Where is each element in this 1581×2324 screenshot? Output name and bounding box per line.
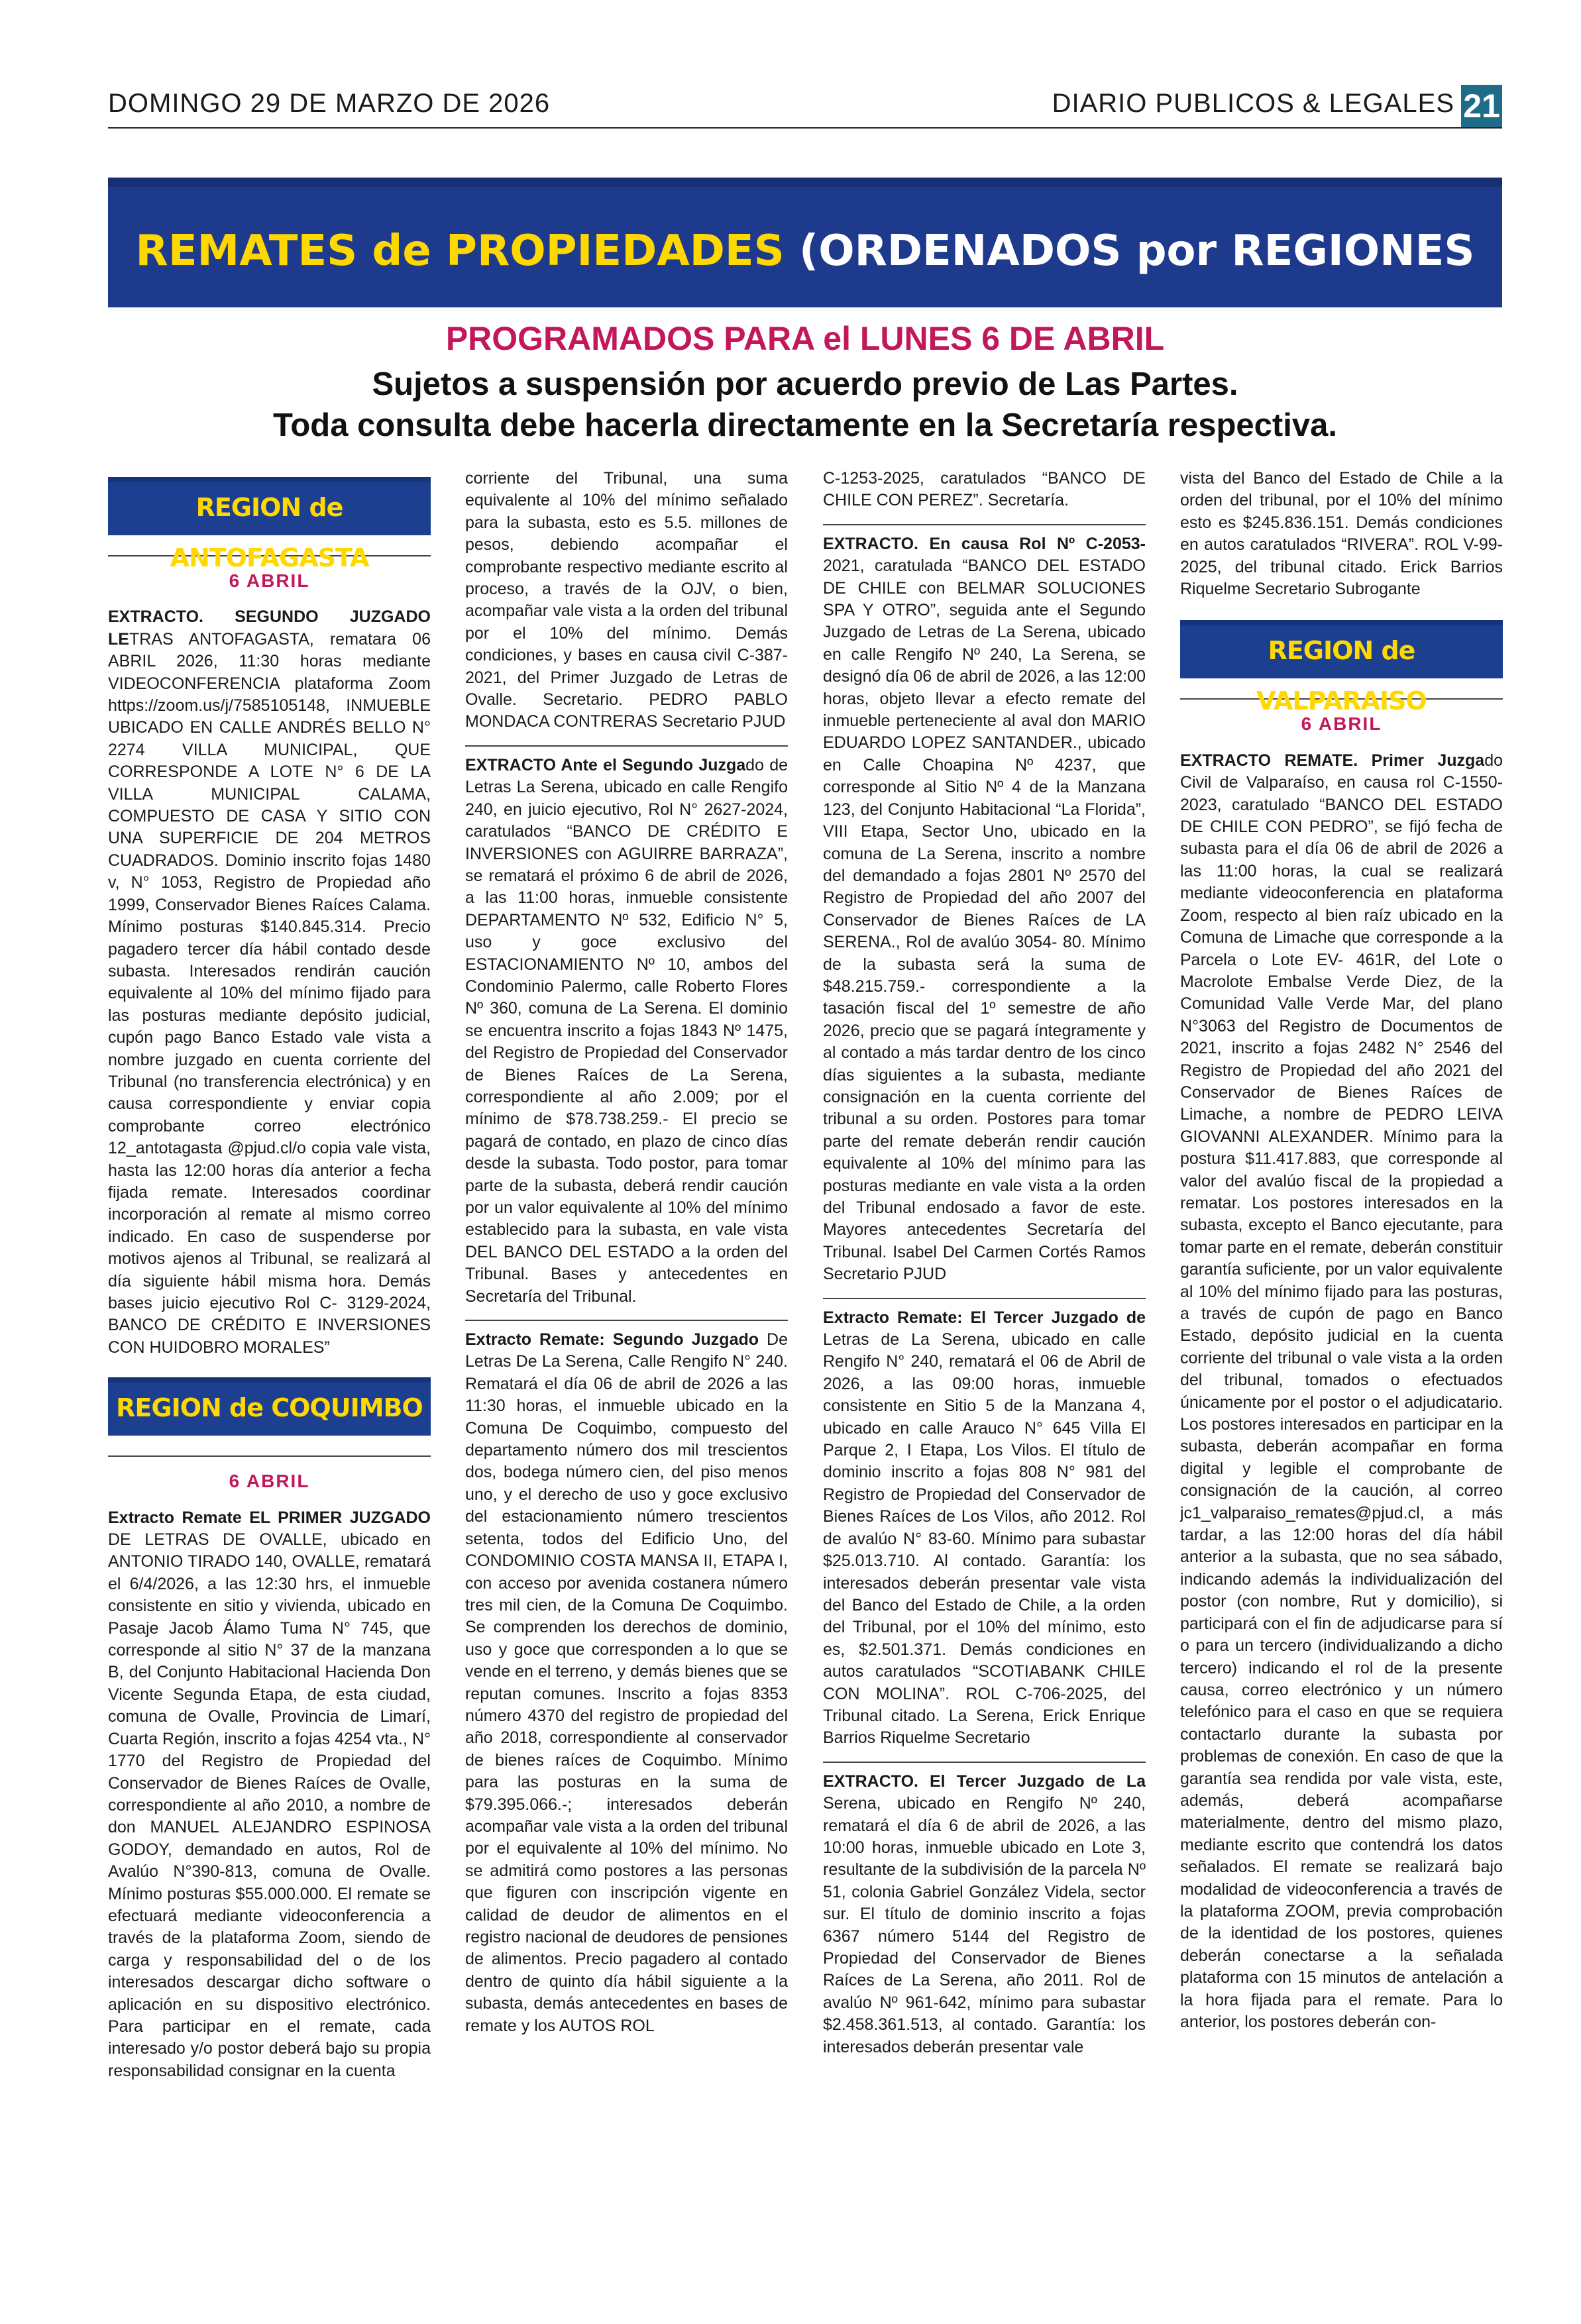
notice-body: do de Letras La Serena, ubicado en calle Rengifo 240, en juicio ejecutivo, Rol N° 2627-2024, caratulados “BANCO DE CRÉDITO E INVERSIONES con AGUIRRE BARRAZA”, se rematará el próximo 6 de abril de 2026, a las 11:00 horas, inmueble consistente DEPARTAMENTO Nº 532, Edificio N° 5, uso y goce exclusivo del ESTACIONAMIENTO Nº 10, ambos del Condominio Palermo, calle Roberto Flores Nº 360, comuna de La Serena. El dominio se encuentra inscrito a fojas 1843 Nº 1475, del Registro de Propiedad del Conservador de Bienes Raíces de La Serena, correspondiente al año 2.009; por el mínimo de $78.738.259.- El precio se pagará de contado, en plazo de cinco días desde la subasta. Todo postor, para tomar parte de la subasta, deberá rendir caución por un valor equivalente al 10% del mínimo establecido para la subasta, en vale vista DEL BANCO DEL ESTADO a la orden del Tribunal. Bases y antecedentes en Secretaría del Tribunal. [465, 755, 788, 1306]
column-3 [823, 468, 1146, 2296]
notice [823, 1298, 1146, 1750]
date-heading: 6 ABRIL [1180, 698, 1503, 735]
notice-lead: Extracto Remate: Segundo Juzgado [465, 1330, 759, 1349]
notice-body: DE LETRAS DE OVALLE, ubicado en ANTONIO TIRADO 140, OVALLE, rematará el 6/4/2026, a las 12:30 hrs, el inmueble consistente en sitio y vivienda, ubicado en Pasaje Jacob Álamo Tuma N° 745, que corresponde al sitio N° 37 de la manzana B, del Conjunto Habitacional Hacienda Don Vicente Segunda Etapa, de esta ciudad, comuna de Ovalle, Provincia de Limarí, Cuarta Región, inscrito a fojas 4254 vta., N° 1770 del Registro de Propiedad del Conservador de Bienes Raíces de Ovalle, correspondiente al año 2010, a nombre de don MANUEL ALEJANDRO ESPINOSA GODOY, demandado en autos, Rol de Avalúo N°390-813, comuna de Ovalle. Mínimo posturas $55.000.000. El remate se efectuará mediante videoconferencia a través de la plataforma Zoom, siendo de carga y responsabilidad del o de los interesados descargar dicho software o aplicación en su dispositivo electrónico. Para participar en el remate, cada interesado y/o postor deberá bajo su propia responsabilidad consignar en la cuenta [108, 1530, 431, 2080]
notice-body: De Letras De La Serena, Calle Rengifo N° 240. Rematará el día 06 de abril de 2026 a las 11:30 horas, el inmueble ubicado en la Comuna De Coquimbo, compuesto del departamento número dos mil trescientos dos, bodega número cien, del piso menos uno, y el derecho de uso y goce exclusivo del estacionamiento número trescientos setenta, todos del Edificio Uno, del CONDOMINIO COSTA MANSA II, ETAPA I, con acceso por avenida costanera número tres mil cien, de la Comuna De Coquimbo. Se comprenden los derechos de dominio, uso y goce que corresponden a lo que se vende en el terreno, y demás bienes que se reputan comunes. Inscrito a fojas 8353 número 4370 del registro de propiedad del año 2018, correspondiente al conservador de bienes raíces de Coquimbo. Mínimo para las posturas en la suma de $79.395.066.-; interesados deberán acompañar vale vista a la orden del tribunal por el equivalente al 10% del mínimo. No se admitirá como postores a las personas que figuren con inscripción vigente en calidad de deudor de alimentos en el registro nacional de deudores de pensiones de alimentos. Precio pagadero al contado dentro de quinto día hábil siguiente a la subasta, demás antecedentes en bases de remate y los AUTOS ROL [465, 1330, 788, 2035]
banner-title-main: REMATES de PROPIEDADES [135, 227, 785, 276]
notice [823, 1762, 1146, 2058]
inquiry-note: Toda consulta debe hacerla directamente en la Secretaría respectiva. [273, 407, 1337, 443]
notice [1180, 750, 1503, 2034]
publication-name: DIARIO PUBLICOS & LEGALES [1052, 89, 1454, 118]
notice-body: do Civil de Valparaíso, en causa rol C-1550-2023, caratulado “BANCO DEL ESTADO DE CHILE CON PEDRO”, se fijó fecha de subasta para el día 06 de abril de 2026 a las 11:00 horas, la cual se realizará mediante videoconferencia en plataforma Zoom, respecto al bien raíz ubicado en la Comuna de Limache que corresponde a la Parcela o Lote EV- 461R, del Lote o Macrolote Embalse Verde Diez, de la Comunidad Valle Verde Mar, del plano N°3063 del Registro de Documentos de 2021, inscrito a fojas 2482 N° 2546 del Registro de Propiedad del año 2021 del Conservador de Bienes Raíces de Limache, a nombre de PEDRO LEIVA GIOVANNI ALEXANDER. Mínimo para la postura $11.417.883, que corresponde al valor del avalúo fiscal de la propiedad a rematar. Los postores interesados en la subasta, excepto el Banco ejecutante, para tomar parte en el remate, deberán constituir garantía suficiente, por un valor equivalente al 10% del mínimo fijado para las posturas, a través de cupón de pago en Banco Estado, depósito judicial en la cuenta corriente del tribunal o vale vista a la orden del tribunal, tomados o efectuados únicamente por el postor o el adjudicatario. Los postores interesados en participar en la subasta, deberán acompañar en forma digital y legible el comprobante de consignación de la caución, al correo jc1_valparaiso_remates@pjud.cl, a más tardar, a las 12:00 horas del día hábil anterior a la subasta, que no sea sábado, indicando además la individualización del postor (con nombre, Rut y domicilio), si participará con el fin de adjudicarse para sí o para un tercero (individualizando a dicho tercero) indicando el rol de la presente causa, correo electrónico y un número telefónico para el caso en que se requiera contactarlo durante la subasta por problemas de conexión. En caso de que la garantía sea rendida por vale vista, este, además, deberá acompañarse materialmente, dentro del mismo plazo, mediante escrito que contendrá los datos señalados. El remate se realizará bajo modalidad de videoconferencia a través de la plataforma ZOOM, previa comprobación de la identidad de los postores, quienes deberán conectarse a la señalada plataforma con 15 minutos de antelación a la hora fijada para el remate. Para lo anterior, los postores deberán con- [1180, 751, 1503, 2031]
notice-body: Letras de La Serena, ubicado en calle Rengifo N° 240, rematará el 06 de Abril de 2026, a las 09:00 horas, inmueble consistente en Sitio 5 de la Manzana 4, ubicado en calle Arauco N° 645 Villa El Parque 2, I Etapa, Los Vilos. El título de dominio inscrito a fojas 808 N° 981 del Registro de Propiedad del Conservador de Bienes Raíces de Los Vilos, año 2012. Rol de avalúo N° 83-60. Mínimo para subastar $25.013.710. Al contado. Garantía: los interesados deberán presentar vale vista del Banco del Estado de Chile, a la orden del Tribunal, por el 10% del mínimo, esto es, $2.501.371. Demás condiciones en autos caratulados “SCOTIABANK CHILE CON MOLINA”. ROL C-706-2025, del Tribunal citado. La Serena, Erick Enrique Barrios Riquelme Secretario [823, 1330, 1146, 1748]
region-heading-valparaiso: REGION de VALPARAISO [1180, 620, 1503, 678]
banner-title-secondary: (ORDENADOS por REGIONES [798, 227, 1475, 276]
notice-continued: C-1253-2025, caratulados “BANCO DE CHILE CON PEREZ”. Secretaría. [823, 469, 1146, 510]
date-heading: 6 ABRIL [108, 1455, 431, 1492]
notice-lead: Extracto Remate: El Tercer Juzgado de [823, 1308, 1146, 1327]
schedule-heading: PROGRAMADOS PARA el LUNES 6 DE ABRIL [445, 320, 1165, 357]
column-4 [1180, 468, 1503, 2296]
notice-continued: corriente del Tribunal, una suma equivalente al 10% del mínimo señalado para la subasta, esto es 5.5. millones de pesos, debiendo acompañar el comprobante respectivo mediante escrito al proceso, a través de la OJV, o bien, acompañar vale vista a la orden del tribunal por el 10% del mínimo. Demás condiciones, y bases en causa civil C-387-2021, del Primer Juzgado de Letras de Ovalle. Secretario. PEDRO PABLO MONDACA CONTRERAS Secretario PJUD [465, 469, 788, 731]
notice-lead: Extracto Remate EL PRIMER JUZGADO [108, 1508, 431, 1527]
notice-lead: EXTRACTO. El Tercer Juzgado de La [823, 1771, 1146, 1791]
column-2 [465, 468, 788, 2296]
notice-lead: EXTRACTO. En causa Rol Nº C-2053- [823, 534, 1146, 553]
notice [108, 606, 431, 1359]
notice-body: Serena, ubicado en Rengifo Nº 240, rematará el día 6 de abril de 2026, a las 10:00 horas, inmueble ubicado en Lote 3, resultante de la subdivisión de la parcela Nº 51, colonia Gabriel González Videla, sector sur. El título de dominio inscrito a fojas 6367 número 5144 del Registro de Propiedad del Conservador de Bienes Raíces de La Serena, año 2011. Rol de avalúo Nº 961-642, mínimo para subastar $2.458.361.513, al contado. Garantía: los interesados deberán presentar vale [823, 1794, 1146, 2056]
column-1 [108, 468, 431, 2296]
issue-date: DOMINGO 29 DE MARZO DE 2026 [108, 89, 551, 118]
banner-title [108, 227, 1502, 276]
region-heading-antofagasta: REGION de ANTOFAGASTA [108, 477, 431, 535]
date-heading: 6 ABRIL [108, 555, 431, 592]
notice-lead: EXTRACTO REMATE. Primer Juzga [1180, 751, 1485, 770]
page-header [108, 85, 1502, 129]
notice [108, 1507, 431, 2083]
notice-lead: EXTRACTO Ante el Segundo Juzga [465, 755, 746, 774]
notice-continued: vista del Banco del Estado de Chile a la orden del tribunal, por el 10% del mínimo esto es $245.836.151. Demás condiciones en autos caratulados “RIVERA”. ROL V-99-2025, del tribunal citado. Erick Barrios Riquelme Secretario Subrogante [1180, 469, 1503, 599]
notice [823, 524, 1146, 1286]
notice-body: 2021, caratulada “BANCO DEL ESTADO DE CHILE con BELMAR SOLUCIONES SPA Y OTRO”, seguida ante el Segundo Juzgado de Letras de La Serena, ubicado en calle Rengifo Nº 240, La Serena, se designó día 06 de abril de 2026, a las 12:00 horas, objeto llevar a efecto remate del inmueble perteneciente al aval don MARIO EDUARDO LOPEZ SANTANDER., ubicado en Calle Choapina Nº 4237, que corresponde al Sitio Nº 4 de la Manzana 123, del Conjunto Habitacional “La Florida”, VIII Etapa, Sector Uno, ubicado en la comuna de La Serena, inscrito a nombre del demandado a fojas 2801 Nº 2570 del Registro de Propiedad del año 2007 del Conservador de Bienes Raíces de LA SERENA., Rol de avalúo 3054- 80. Mínimo de la subasta será la suma de $48.215.759.- correspondiente a la tasación fiscal del 1º semestre de año 2026, precio que se pagará íntegramente y al contado a más tardar dentro de los cinco días siguientes a la subasta, mediante consignación en la cuenta corriente del tribunal a su orden. Postores para tomar parte del remate deberán rendir caución equivalente al 10% del mínimo para las posturas mediante en vale vista a la orden del Tribunal endosado a favor de este. Mayores antecedentes Secretaría del Tribunal. Isabel Del Carmen Cortés Ramos Secretario PJUD [823, 556, 1146, 1284]
page-number: 21 [1461, 85, 1502, 127]
section-banner [108, 178, 1502, 307]
notice-body: TRAS ANTOFAGASTA, rematara 06 ABRIL 2026, 11:30 horas mediante VIDEOCONFERENCIA plataforma Zoom https://zoom.us/j/7585105148, INMUEBLE UBICADO EN CALLE ANDRÉS BELLO N° 2274 VILLA MUNICIPAL, QUE CORRESPONDE A LOTE N° 6 DE LA VILLA MUNICIPAL CALAMA, COMPUESTO DE CASA Y SITIO CON UNA SUPERFICIE DE 204 METROS CUADRADOS. Dominio inscrito fojas 1480 v, N° 1053, Registro de Propiedad año 1999, Conservador Bienes Raíces Calama. Mínimo posturas $140.845.314. Precio pagadero tercer día hábil contado desde subasta. Interesados rendirán caución equivalente al 10% del mínimo fijado para las posturas mediante depósito judicial, cupón pago Banco Estado vale vista a nombre juzgado en cuenta corriente del Tribunal (no transferencia electrónica) y en causa correspondiente y enviar copia comprobante correo electrónico 12_antotagasta @pjud.cl/o copia vale vista, hasta las 12:00 horas día anterior a fecha fijada remate. Interesados coordinar incorporación al remate al mismo correo indicado. En caso de suspenderse por motivos ajenos al Tribunal, se realizará al día siguiente hábil misma hora. Demás bases juicio ejecutivo Rol C- 3129-2024, BANCO DE CRÉDITO E INVERSIONES CON HUIDOBRO MORALES” [108, 629, 431, 1357]
region-heading-coquimbo: REGION de COQUIMBO [108, 1377, 431, 1436]
notice-lead: EXTRACTO. SEGUNDO JUZGADO LE [108, 607, 431, 649]
suspension-note: Sujetos a suspensión por acuerdo previo de Las Partes. [372, 366, 1238, 402]
notice [465, 745, 788, 1308]
notice [465, 1320, 788, 2037]
